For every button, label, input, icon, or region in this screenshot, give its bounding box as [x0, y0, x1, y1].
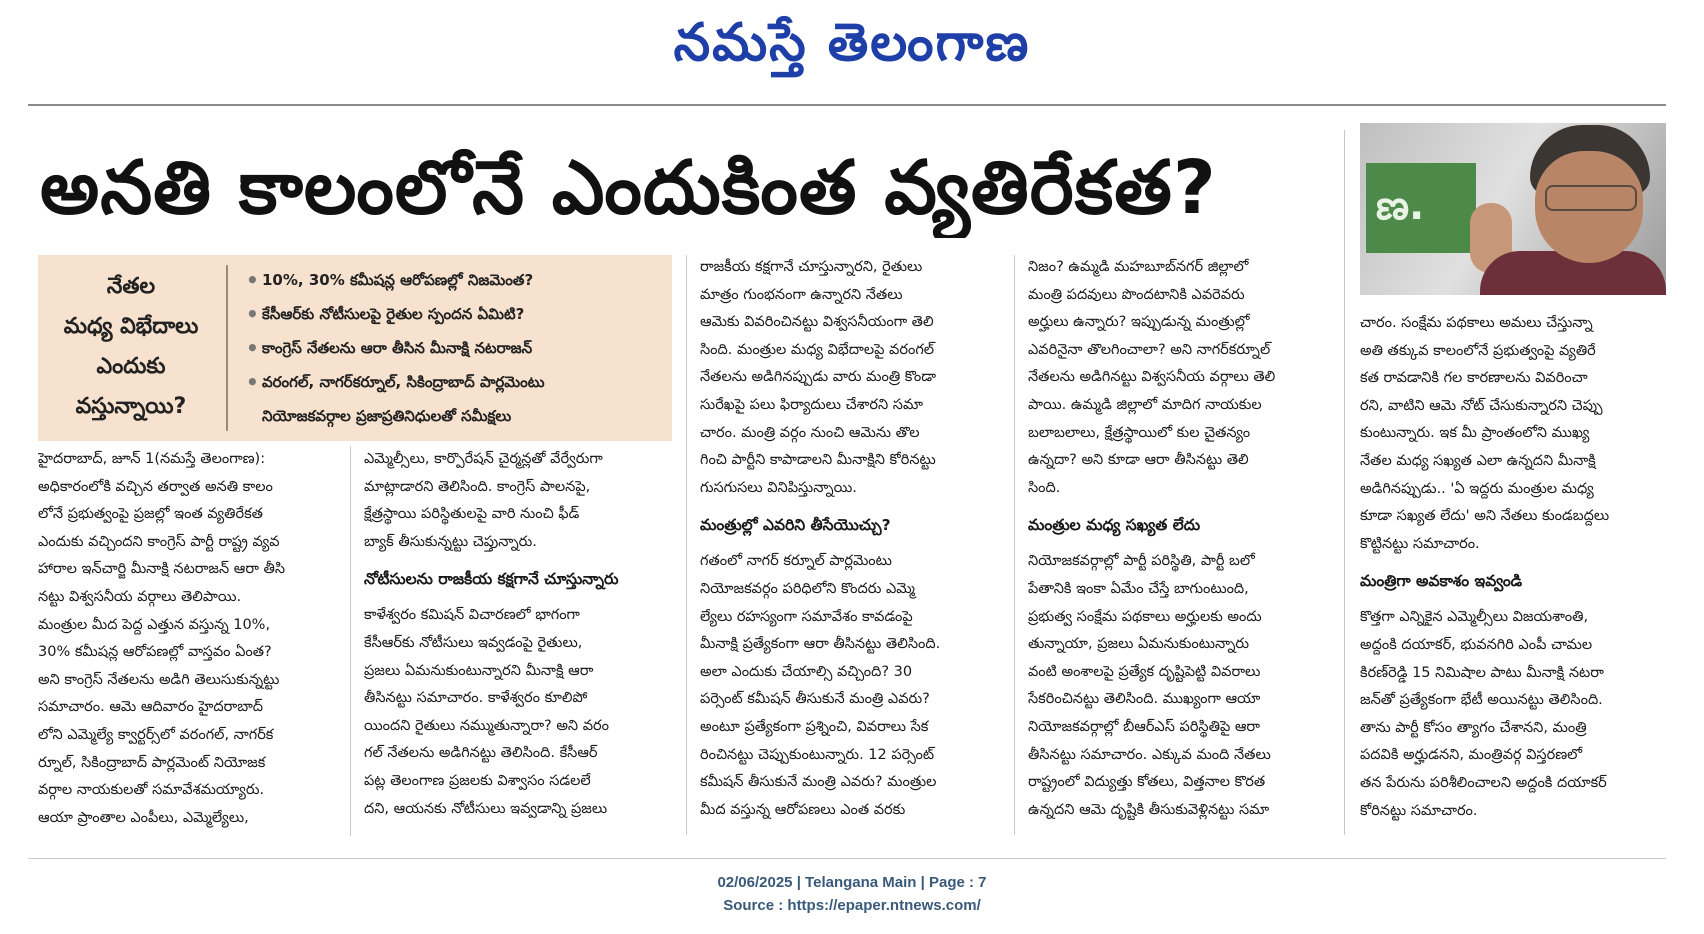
- footer-divider: [28, 858, 1666, 859]
- text-line: మీద వస్తున్న ఆరోపణలు ఎంత వరకు: [700, 801, 906, 818]
- footer-edition-info: 02/06/2025 | Telangana Main | Page : 7: [717, 874, 987, 891]
- text-line: బలాబలాలు, క్షేత్రస్థాయిలో కుల చైతన్యం: [1028, 424, 1251, 441]
- highlight-bullet: • వరంగల్, నాగర్‌కర్నూల్, సికింద్రాబాద్ పార్లమెంటు: [244, 365, 664, 399]
- text-line: అధికారంలోకి వచ్చిన తర్వాత అనతి కాలం: [38, 478, 273, 495]
- text-line: ప్రజలు ఏమనుకుంటున్నారని మీనాక్షి ఆరా: [364, 662, 594, 679]
- text-line: అతి తక్కువ కాలంలోనే ప్రభుత్వంపై వ్యతిరే: [1360, 342, 1596, 359]
- text-line: తున్నాయా, ప్రజలు ఏమనుకుంటున్నారు: [1028, 636, 1249, 653]
- text-line: తాను పార్టీ కోసం త్యాగం చేశానని, మంత్రి: [1360, 719, 1587, 736]
- highlight-bullet: • కాంగ్రెస్ నేతలను ఆరా తీసిన మీనాక్షి నటరాజన్: [244, 331, 664, 365]
- subheading: మంత్రుల్లో ఎవరిని తీసేయొచ్చు?: [700, 516, 891, 535]
- text-line: జన్‌తో ప్రత్యేకంగా భేటీ అయినట్టు తెలిసింది.: [1360, 692, 1603, 709]
- highlight-bullet-continuation: నియోజకవర్గాల ప్రజాప్రతినిధులతో సమీక్షలు: [262, 407, 512, 425]
- text-line: వంటి అంశాలపై ప్రత్యేక దృష్టిపెట్టి వివరాలు: [1028, 663, 1261, 680]
- text-line: కిరణ్‌రెడ్డి 15 నిమిషాల పాటు మీనాక్షి నటరా: [1360, 664, 1604, 681]
- text-line: నేతలను అడిగినప్పుడు వారు మంత్రి కొండా: [700, 369, 937, 386]
- text-line: చారం. మంత్రి వర్గం నుంచి ఆమెను తొల: [700, 424, 920, 441]
- text-line: రాష్ట్రంలో విద్యుత్తు కోతలు, విత్తనాల కొరత: [1028, 774, 1266, 791]
- column-divider: [686, 255, 687, 835]
- text-line: క్షేత్రస్థాయి పరిస్థితులపై వారి నుంచి ఫీడ్: [364, 506, 580, 523]
- text-line: కమీషన్ తీసుకునే మంత్రి ఎవరు? మంత్రుల: [700, 774, 937, 791]
- text-line: నియోజకవర్గాల్లో పార్టీ పరిస్థితి, పార్టీ బలో: [1028, 553, 1255, 570]
- text-line: ఆమెకు వివరించినట్టు విశ్వసనీయంగా తెలి: [700, 314, 934, 331]
- text-line: పట్ల తెలంగాణ ప్రజలకు విశ్వాసం సడలలే: [364, 772, 591, 789]
- text-line: మీనాక్షి ప్రత్యేకంగా ఆరా తీసినట్టు తెలిసింది.: [700, 636, 941, 653]
- highlight-question-line: నేతల: [106, 274, 156, 299]
- subheading: మంత్రుల మధ్య సఖ్యత లేదు: [1028, 516, 1201, 535]
- text-line: ఎమ్మెల్సీలు, కార్పొరేషన్ చైర్మన్లతో వేర్వేరుగా: [364, 451, 603, 467]
- text-line: నిజం? ఉమ్మడి మహబూబ్‌నగర్ జిల్లాలో: [1028, 259, 1249, 275]
- text-line: అని కాంగ్రెస్ నేతలను అడిగి తెలుసుకున్నట్టు: [38, 671, 280, 688]
- text-line: రించినట్టు చెప్పుకుంటున్నారు. 12 పర్సెంట్: [700, 746, 935, 763]
- text-line: నియోజకవర్గం పరిధిలోని కొందరు ఎమ్మె: [700, 580, 916, 597]
- text-line: సింది. మంత్రుల మధ్య విభేదాలపై వరంగల్: [700, 341, 935, 358]
- text-line: సింది.: [1028, 479, 1061, 496]
- text-line: పాయి. ఉమ్మడి జిల్లాలో మాదిగ నాయకుల: [1028, 396, 1262, 413]
- text-line: గతంలో నాగర్ కర్నూల్ పార్లమెంటు: [700, 553, 892, 570]
- highlight-question: [38, 255, 224, 441]
- article-column-5: [1360, 310, 1660, 825]
- text-line: మంత్రుల మీద పెద్ద ఎత్తున వస్తున్న 10%,: [38, 616, 271, 633]
- newspaper-masthead: [0, 4, 1704, 82]
- text-line: కూడా సఖ్యత లేదు' అని నేతలు కుండబద్దలు: [1360, 508, 1610, 525]
- article-column-2: [364, 446, 664, 823]
- text-line: కుంటున్నారు. ఇక మీ ప్రాంతంలోని ముఖ్య: [1360, 425, 1590, 442]
- highlight-question-line: వస్తున్నాయి?: [75, 394, 187, 419]
- text-line: నేతలను అడిగినట్టు విశ్వసనీయ వర్గాలు తెలి: [1028, 369, 1276, 386]
- text-line: అద్దంకి దయాకర్, భువనగిరి ఎంపీ చామల: [1360, 636, 1593, 653]
- text-line: కాళేశ్వరం కమిషన్ విచారణలో భాగంగా: [364, 607, 580, 624]
- text-line: తీసినట్టు సమాచారం. కాళేశ్వరం కూలిపో: [364, 690, 588, 707]
- text-line: 30% కమీషన్ల ఆరోపణల్లో వాస్తవం ఏంత?: [38, 644, 272, 661]
- text-line: మాత్రం గుంభనంగా ఉన్నారని నేతలు: [700, 286, 903, 303]
- text-line: ఉన్నదా? అని కూడా ఆరా తీసినట్టు తెలి: [1028, 452, 1249, 469]
- column-divider: [350, 446, 351, 836]
- text-line: ల్యేలు రహస్యంగా సమావేశం కావడంపై: [700, 608, 913, 625]
- text-line: ఉన్నదని ఆమె దృష్టికి తీసుకువెళ్లినట్టు సమా: [1028, 801, 1270, 818]
- text-line: తీసినట్టు సమాచారం. ఎక్కువ మంది నేతలు: [1028, 746, 1271, 763]
- highlight-box: [38, 255, 672, 441]
- article-column-4: [1028, 254, 1328, 824]
- text-line: పేతానికి ఇంకా ఏమేం చేస్తే బాగుంటుంది,: [1028, 580, 1249, 597]
- masthead-title: నమస్తే తెలంగాణ: [673, 12, 1031, 73]
- text-line: కేసీఆర్‌కు నోటీసులు ఇవ్వడంపై రైతులు,: [364, 634, 583, 651]
- text-line: మాట్లాడారని తెలిసింది. కాంగ్రెస్ పాలనపై,: [364, 478, 591, 495]
- highlight-question-line: ఎందుకు: [96, 354, 166, 379]
- highlight-divider: [226, 265, 228, 431]
- text-line: కొట్టినట్టు సమాచారం.: [1360, 535, 1480, 552]
- column-divider: [1014, 255, 1015, 835]
- text-line: సురేఖపై పలు ఫిర్యాదులు చేశారని సమా: [700, 396, 923, 413]
- text-line: కత రావడానికి గల కారణాలను వివరించా: [1360, 370, 1588, 387]
- text-line: తన పేరును పరిశీలించాలని అద్దంకి దయాకర్: [1360, 774, 1607, 791]
- text-line: హారాల ఇన్‌చార్జి మీనాక్షి నటరాజన్ ఆరా తీసి: [38, 561, 286, 578]
- article-column-1: [38, 446, 338, 832]
- text-line: ఎవరినైనా తొలగించాలా? అని నాగర్‌కర్నూల్: [1028, 341, 1271, 358]
- text-line: గల్ నేతలను అడిగినట్టు తెలిసింది. కేసీఆర్: [364, 745, 598, 762]
- footer-source: Source : https://epaper.ntnews.com/: [723, 897, 981, 914]
- text-line: రని, వాటిని ఆమె నోట్ చేసుకున్నారని చెప్పు: [1360, 397, 1603, 414]
- highlight-bullet: • 10%, 30% కమీషన్ల ఆరోపణల్లో నిజమెంత?: [244, 263, 664, 297]
- text-line: ర్నూల్, సికింద్రాబాద్ పార్లమెంట్ నియోజక: [38, 754, 266, 771]
- text-line: లోని ఎమ్మెల్యే క్వార్టర్స్‌లో వరంగల్, నాగర్‌క: [38, 726, 274, 743]
- highlight-question-line: మధ్య విభేదాలు: [63, 314, 199, 339]
- text-line: పదవికి అర్హుడనని, మంత్రివర్గ విస్తరణలో: [1360, 747, 1583, 764]
- masthead-divider: [28, 104, 1666, 106]
- subheading: మంత్రిగా అవకాశం ఇవ్వండి: [1360, 572, 1523, 591]
- photo-banner: ణ.: [1366, 163, 1476, 253]
- highlight-bullet: • కేసీఆర్‌కు నోటీసులపై రైతుల స్పందన ఏమిటి?: [244, 297, 664, 331]
- photo-glasses: [1545, 185, 1637, 211]
- text-line: అర్హులు ఉన్నారు? ఇప్పుడున్న మంత్రుల్లో: [1028, 314, 1250, 331]
- text-line: సమాచారం. ఆమె ఆదివారం హైదరాబాద్: [38, 699, 264, 716]
- text-line: వర్గాల నాయకులతో సమావేశమయ్యారు.: [38, 782, 265, 799]
- text-line: రాజకీయ కక్షగానే చూస్తున్నారని, రైతులు: [700, 259, 923, 275]
- text-line: ఎందుకు వచ్చిందని కాంగ్రెస్ పార్టీ రాష్ట్ర వ్యవ: [38, 533, 280, 550]
- text-line: నట్టు విశ్వసనీయ వర్గాలు తెలిపాయి.: [38, 588, 242, 605]
- subheading: నోటీసులను రాజకీయ కక్షగానే చూస్తున్నారు: [364, 570, 619, 589]
- text-line: దని, ఆయనకు నోటీసులు ఇవ్వడాన్ని ప్రజలు: [364, 800, 608, 817]
- text-line: గుసగుసలు వినిపిస్తున్నాయి.: [700, 479, 857, 496]
- text-line: లోనే ప్రభుత్వంపై ప్రజల్లో ఇంత వ్యతిరేకత: [38, 506, 263, 523]
- text-line: యిందని రైతులు నమ్ముతున్నారా? అని వరం: [364, 717, 609, 734]
- text-line: అలా ఎందుకు చేయాల్సి వచ్చింది? 30: [700, 663, 913, 680]
- text-line: హైదరాబాద్, జూన్ 1(నమస్తే తెలంగాణ):: [38, 451, 266, 467]
- text-line: అంటూ ప్రత్యేకంగా ప్రశ్నించి, వివరాలు సేక: [700, 718, 929, 735]
- text-line: నేతల మధ్య సఖ్యత ఎలా ఉన్నదని మీనాక్షి: [1360, 452, 1596, 469]
- article-photo: [1360, 123, 1666, 295]
- text-line: నియోజకవర్గాల్లో బీఆర్‌ఎస్ పరిస్థితిపై ఆరా: [1028, 718, 1261, 735]
- text-line: కొత్తగా ఎన్నికైన ఎమ్మెల్సీలు విజయశాంతి,: [1360, 609, 1589, 626]
- article-headline: అనతి కాలంలోనే ఎందుకింత వ్యతిరేకత?: [40, 145, 1217, 231]
- text-line: సేకరించినట్టు తెలిసింది. ముఖ్యంగా ఆయా: [1028, 691, 1261, 708]
- highlight-bullets: [244, 263, 664, 433]
- text-line: అడిగినప్పుడు.. 'ఏ ఇద్దరు మంత్రుల మధ్య: [1360, 480, 1594, 497]
- text-line: ప్రభుత్వ సంక్షేమ పథకాలు అర్హులకు అందు: [1028, 608, 1262, 625]
- text-line: బ్యాక్ తీసుకున్నట్టు చెప్తున్నారు.: [364, 533, 537, 550]
- text-line: పర్సెంట్ కమీషన్ తీసుకునే మంత్రి ఎవరు?: [700, 691, 930, 708]
- text-line: గించి పార్టీని కాపాడాలని మీనాక్షిని కోరినట్టు: [700, 452, 936, 469]
- article-column-3: [700, 254, 1000, 824]
- text-line: కోరినట్టు సమాచారం.: [1360, 802, 1478, 819]
- text-line: ఆయా ప్రాంతాల ఎంపీలు, ఎమ్మెల్యేలు,: [38, 809, 249, 826]
- column-divider: [1344, 130, 1345, 835]
- text-line: మంత్రి పదవులు పొందటానికి ఎవరెవరు: [1028, 286, 1245, 303]
- text-line: చారం. సంక్షేమ పథకాలు అమలు చేస్తున్నా: [1360, 315, 1593, 331]
